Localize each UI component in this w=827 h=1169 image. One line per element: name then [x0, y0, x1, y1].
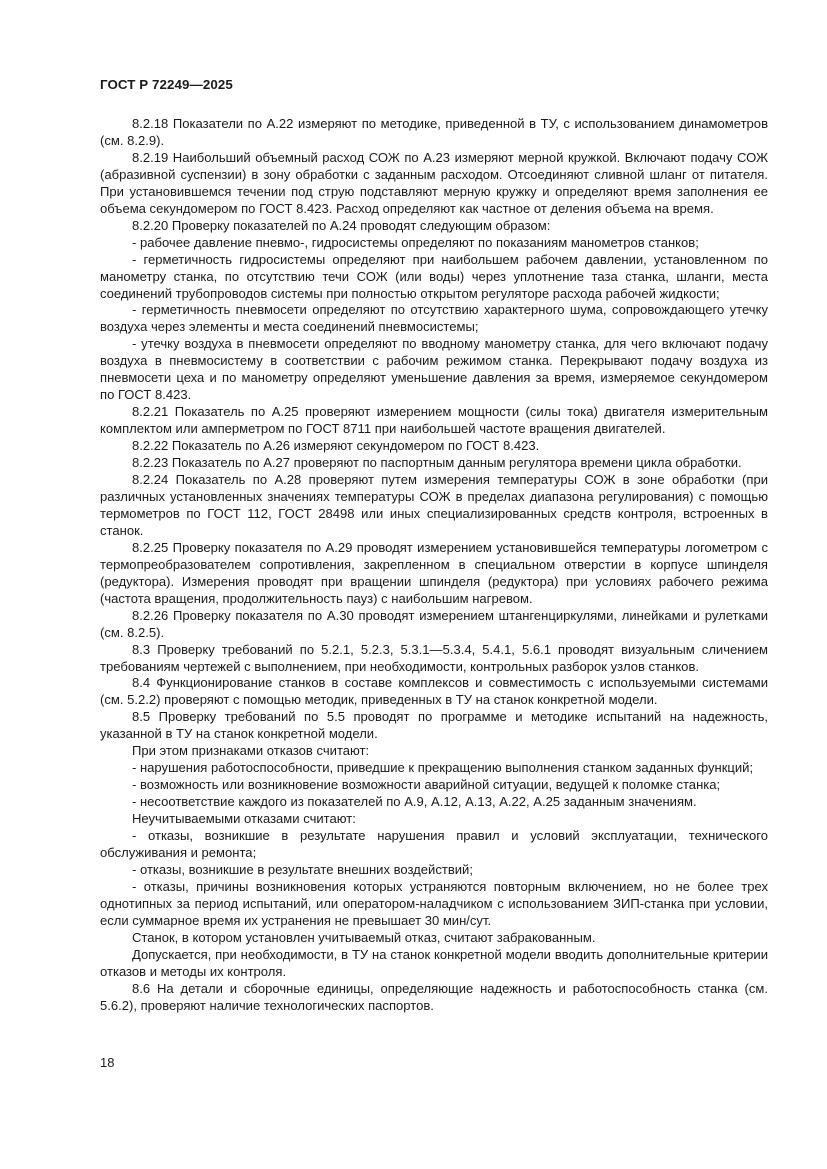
paragraph-8-2-20: 8.2.20 Проверку показателей по А.24 проводят следующим образом: — [132, 217, 551, 233]
list-item: - герметичность гидросистемы определяют при наибольшем рабочем давлении, установленном по манометру станка, по отсутствию течи СОЖ (или воды) через уплотнение таза станка, шланги, места соединений трубопроводов системы при полностью открытом регуляторе расхода рабочей жидкости; — [100, 251, 768, 301]
list-item: - отказы, возникшие в результате внешних воздействий; — [132, 861, 473, 877]
list-item: - отказы, причины возникновения которых устраняются повторным включением, но не более трех однотипных за период испытаний, или оператором-наладчиком с использованием ЗИП-станка при условии, если суммарное время их устранения не превышает 30 мин/сут. — [100, 878, 768, 928]
paragraph-8-2-18: 8.2.18 Показатели по А.22 измеряют по методике, приведенной в ТУ, с использованием динамометров (см. 8.2.9). — [100, 116, 768, 148]
paragraph-8-2-22: 8.2.22 Показатель по А.26 измеряют секундомером по ГОСТ 8.423. — [132, 438, 540, 454]
list-item: - возможность или возникновение возможности аварийной ситуации, ведущей к поломке станка; — [132, 777, 721, 793]
document-body — [100, 116, 768, 1015]
list-item: - нарушения работоспособности, приведшие к прекращению выполнения станком заданных функций; — [132, 760, 754, 776]
paragraph-8-2-25: 8.2.25 Проверку показателя по А.29 проводят измерением установившейся температуры логометром с термопреобразователем сопротивления, закрепленном в специальном отверстии в корпусе шпинделя (редуктора). Измерения проводят при вращении шпинделя (редуктора) при условиях рабочего режима (частота вращения, продолжительность пауз) с наибольшим нагревом. — [100, 539, 768, 606]
paragraph-8-6: 8.6 На детали и сборочные единицы, определяющие надежность и работоспособность станка (см. 5.6.2), проверяют наличие технологических паспортов. — [100, 980, 768, 1013]
paragraph-8-2-21: 8.2.21 Показатель по А.25 проверяют измерением мощности (силы тока) двигателя измерительным комплектом или амперметром по ГОСТ 8711 при наибольшей частоте вращения двигателей. — [100, 404, 768, 437]
list-item: - утечку воздуха в пневмосети определяют по вводному манометру станка, для чего включают подачу воздуха в пневмосистему в соответствии с рабочим режимом станка. Перекрывают подачу воздуха из пневмосети цеха и по манометру определяют уменьшение давления за время, измеряемое секундомером по ГОСТ 8.423. — [100, 336, 768, 403]
paragraph-8-4: 8.4 Функционирование станков в составе комплексов и совместимость с используемыми системами (см. 5.2.2) проверяют с помощью методик, приведенных в ТУ на станок конкретной модели. — [100, 675, 768, 708]
list-item: - несоответствие каждого из показателей по А.9, А.12, А.13, А.22, А.25 заданным значениям. — [132, 794, 697, 810]
paragraph-8-2-26: 8.2.26 Проверку показателя по А.30 проводят измерением штангенциркулями, линейками и рулетками (см. 8.2.5). — [100, 607, 768, 640]
list-item: - отказы, возникшие в результате нарушения правил и условий эксплуатации, технического обслуживания и ремонта; — [100, 828, 768, 860]
paragraph-8-2-19: 8.2.19 Наибольший объемный расход СОЖ по А.23 измеряют мерной кружкой. Включают подачу СОЖ (абразивной суспензии) в зону обработки с заданным расходом. Отсоединяют сливной шланг от питателя. При установившемся течении под струю подставляют мерную кружку и определяют время заполнения ее объема секундомером по ГОСТ 8.423. Расход определяют как частное от деления объема на время. — [100, 149, 768, 216]
paragraph-additional-criteria: Допускается, при необходимости, в ТУ на станок конкретной модели вводить дополнительные критерии отказов и методы их контроля. — [100, 946, 768, 979]
paragraph-8-5: 8.5 Проверку требований по 5.5 проводят по программе и методике испытаний на надежность, указанной в ТУ на станок конкретной модели. — [100, 709, 768, 742]
paragraph-8-2-23: 8.2.23 Показатель по А.27 проверяют по паспортным данным регулятора времени цикла обработки. — [132, 455, 742, 471]
page-number: 18 — [100, 1055, 115, 1070]
list-item: - герметичность пневмосети определяют по отсутствию характерного шума, сопровождающего утечку воздуха через элементы и места соединений пневмосистемы; — [100, 302, 768, 335]
list-item: - рабочее давление пневмо-, гидросистемы определяют по показаниям манометров станков; — [132, 234, 699, 250]
paragraph-8-3: 8.3 Проверку требований по 5.2.1, 5.2.3, 5.3.1—5.3.4, 5.4.1, 5.6.1 проводят визуальным сличением требованиям чертежей с выполнением, при необходимости, контрольных разборок узлов станков. — [100, 641, 768, 674]
paragraph-8-2-24: 8.2.24 Показатель по А.28 проверяют путем измерения температуры СОЖ в зоне обработки (при различных установленных значениях температуры СОЖ в пределах диапазона регулирования) с помощью термометров по ГОСТ 112, ГОСТ 28498 или иных специализированных средств контроля, встроенных в станок. — [100, 472, 768, 538]
paragraph-rejected-machine: Станок, в котором установлен учитываемый отказ, считают забракованным. — [132, 929, 596, 945]
paragraph-unaccounted-failures: Неучитываемыми отказами считают: — [132, 811, 356, 827]
document-header: ГОСТ Р 72249—2025 — [100, 77, 233, 92]
paragraph-failure-criteria: При этом признаками отказов считают: — [132, 743, 370, 759]
